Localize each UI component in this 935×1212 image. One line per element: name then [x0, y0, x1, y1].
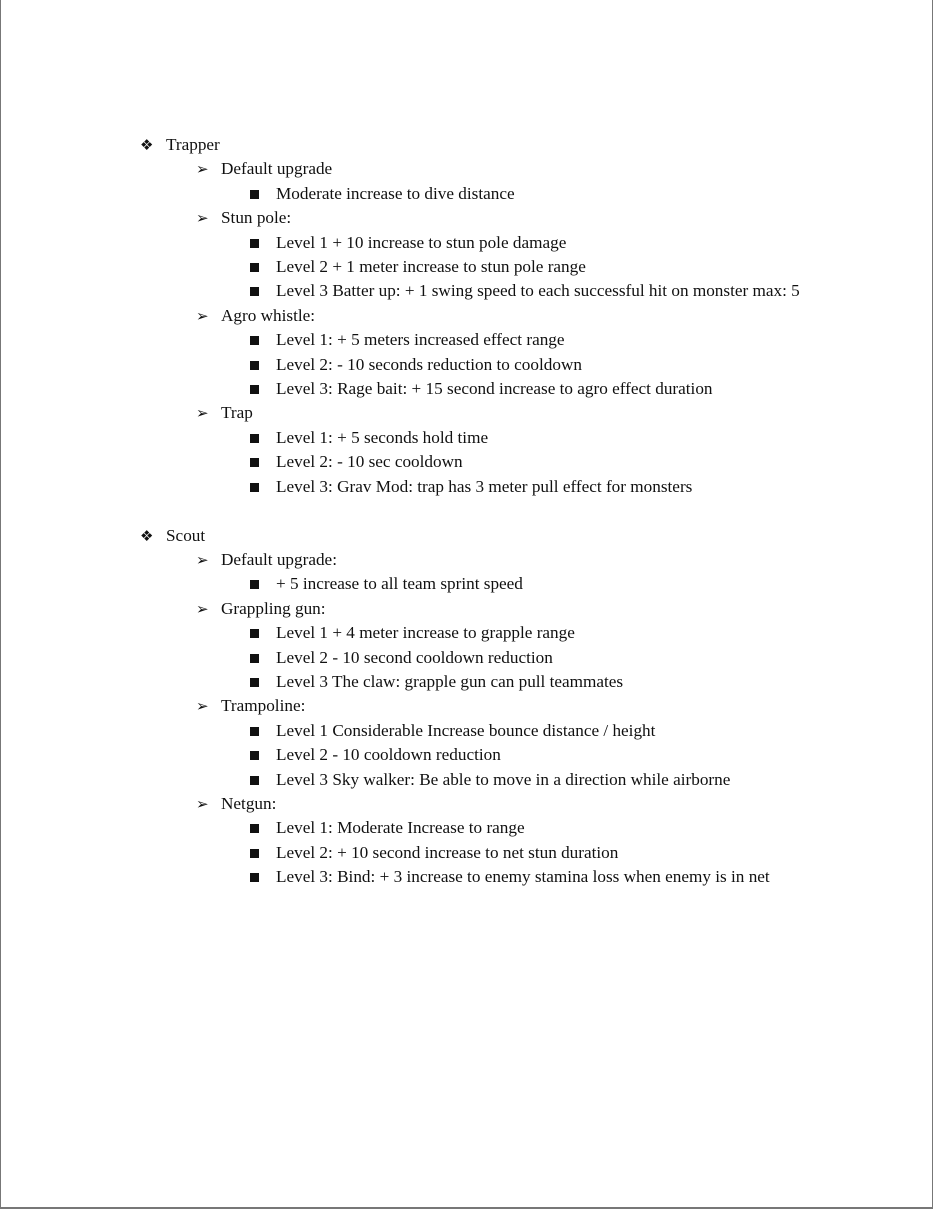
upgrade-group-label: Stun pole:	[221, 208, 292, 228]
class-section	[1, 524, 935, 890]
upgrade-item	[1, 621, 831, 645]
upgrade-item-text: Level 1 + 10 increase to stun pole damage	[276, 232, 567, 252]
upgrade-group	[1, 597, 935, 621]
upgrade-group	[1, 304, 935, 328]
diamond-bullet-icon: ❖	[140, 526, 154, 545]
square-bullet-icon	[250, 239, 259, 248]
arrow-bullet-icon: ➢	[196, 160, 209, 179]
square-bullet-icon	[250, 629, 259, 638]
upgrade-item	[1, 743, 831, 767]
upgrade-group-label: Grappling gun:	[221, 598, 326, 618]
upgrade-item-text: Level 1 + 4 meter increase to grapple range	[276, 623, 575, 643]
upgrade-item-text: Level 2 - 10 second cooldown reduction	[276, 647, 553, 667]
upgrade-item	[1, 670, 831, 694]
upgrade-item	[1, 572, 831, 596]
upgrade-item-text: Moderate increase to dive distance	[276, 183, 515, 203]
square-bullet-icon	[250, 385, 259, 394]
upgrade-item-text: Level 3 Batter up: + 1 swing speed to each successful hit on monster max: 5	[276, 281, 800, 301]
upgrade-item	[1, 182, 831, 206]
arrow-bullet-icon: ➢	[196, 697, 209, 716]
square-bullet-icon	[250, 776, 259, 785]
square-bullet-icon	[250, 458, 259, 467]
class-section	[1, 133, 935, 499]
upgrade-item	[1, 719, 831, 743]
upgrade-list	[1, 133, 935, 914]
arrow-bullet-icon: ➢	[196, 306, 209, 325]
square-bullet-icon	[250, 483, 259, 492]
upgrade-item-text: Level 1: + 5 meters increased effect range	[276, 330, 565, 350]
square-bullet-icon	[250, 434, 259, 443]
upgrade-item	[1, 353, 831, 377]
upgrade-item-text: Level 3: Rage bait: + 15 second increase to agro effect duration	[276, 379, 713, 399]
upgrade-group-label: Trap	[221, 403, 253, 423]
upgrade-item	[1, 841, 831, 865]
square-bullet-icon	[250, 287, 259, 296]
square-bullet-icon	[250, 263, 259, 272]
arrow-bullet-icon: ➢	[196, 404, 209, 423]
upgrade-group-label: Trampoline:	[221, 696, 306, 716]
upgrade-group	[1, 694, 935, 718]
upgrade-item	[1, 328, 831, 352]
upgrade-item-text: Level 2: + 10 second increase to net stun duration	[276, 842, 619, 862]
square-bullet-icon	[250, 190, 259, 199]
square-bullet-icon	[250, 361, 259, 370]
square-bullet-icon	[250, 580, 259, 589]
upgrade-item-text: Level 2: - 10 sec cooldown	[276, 452, 463, 472]
upgrade-group-label: Default upgrade	[221, 159, 333, 179]
square-bullet-icon	[250, 873, 259, 882]
upgrade-item-text: Level 1: Moderate Increase to range	[276, 818, 525, 838]
diamond-bullet-icon: ❖	[140, 136, 154, 154]
upgrade-item-text: + 5 increase to all team sprint speed	[276, 574, 523, 594]
square-bullet-icon	[250, 654, 259, 663]
upgrade-item	[1, 865, 831, 889]
square-bullet-icon	[250, 678, 259, 687]
upgrade-item-text: Level 1 Considerable Increase bounce distance / height	[276, 720, 656, 740]
arrow-bullet-icon: ➢	[196, 599, 209, 618]
upgrade-item-text: Level 3: Grav Mod: trap has 3 meter pull effect for monsters	[276, 476, 693, 496]
upgrade-item	[1, 255, 831, 279]
arrow-bullet-icon: ➢	[196, 209, 209, 228]
square-bullet-icon	[250, 336, 259, 345]
upgrade-item-text: Level 2 + 1 meter increase to stun pole range	[276, 257, 586, 277]
square-bullet-icon	[250, 849, 259, 858]
upgrade-group-label: Default upgrade:	[221, 550, 337, 569]
upgrade-item-text: Level 3: Bind: + 3 increase to enemy stamina loss when enemy is in net	[276, 867, 770, 887]
upgrade-group-label: Netgun:	[221, 794, 277, 814]
upgrade-item-text: Level 2: - 10 seconds reduction to cooldown	[276, 354, 582, 374]
upgrade-item	[1, 816, 831, 840]
upgrade-group-label: Agro whistle:	[221, 305, 316, 325]
upgrade-item	[1, 279, 831, 303]
upgrade-group	[1, 401, 935, 425]
upgrade-group	[1, 157, 935, 181]
upgrade-item	[1, 377, 831, 401]
upgrade-item-text: Level 2 - 10 cooldown reduction	[276, 745, 501, 765]
class-title: Scout	[166, 525, 206, 545]
upgrade-group	[1, 792, 935, 816]
upgrade-item-text: Level 1: + 5 seconds hold time	[276, 427, 489, 447]
class-title: Trapper	[166, 135, 220, 154]
upgrade-item	[1, 450, 831, 474]
upgrade-group	[1, 548, 935, 572]
square-bullet-icon	[250, 727, 259, 736]
square-bullet-icon	[250, 824, 259, 833]
upgrade-item-text: Level 3 Sky walker: Be able to move in a direction while airborne	[276, 769, 731, 789]
class-heading	[1, 524, 935, 548]
class-heading	[1, 133, 935, 157]
upgrade-item	[1, 426, 831, 450]
square-bullet-icon	[250, 751, 259, 760]
arrow-bullet-icon: ➢	[196, 795, 209, 814]
upgrade-item	[1, 231, 831, 255]
upgrade-item	[1, 646, 831, 670]
upgrade-item	[1, 768, 831, 792]
upgrade-item	[1, 475, 831, 499]
arrow-bullet-icon: ➢	[196, 551, 209, 569]
upgrade-group	[1, 206, 935, 230]
upgrade-item-text: Level 3 The claw: grapple gun can pull teammates	[276, 672, 624, 692]
